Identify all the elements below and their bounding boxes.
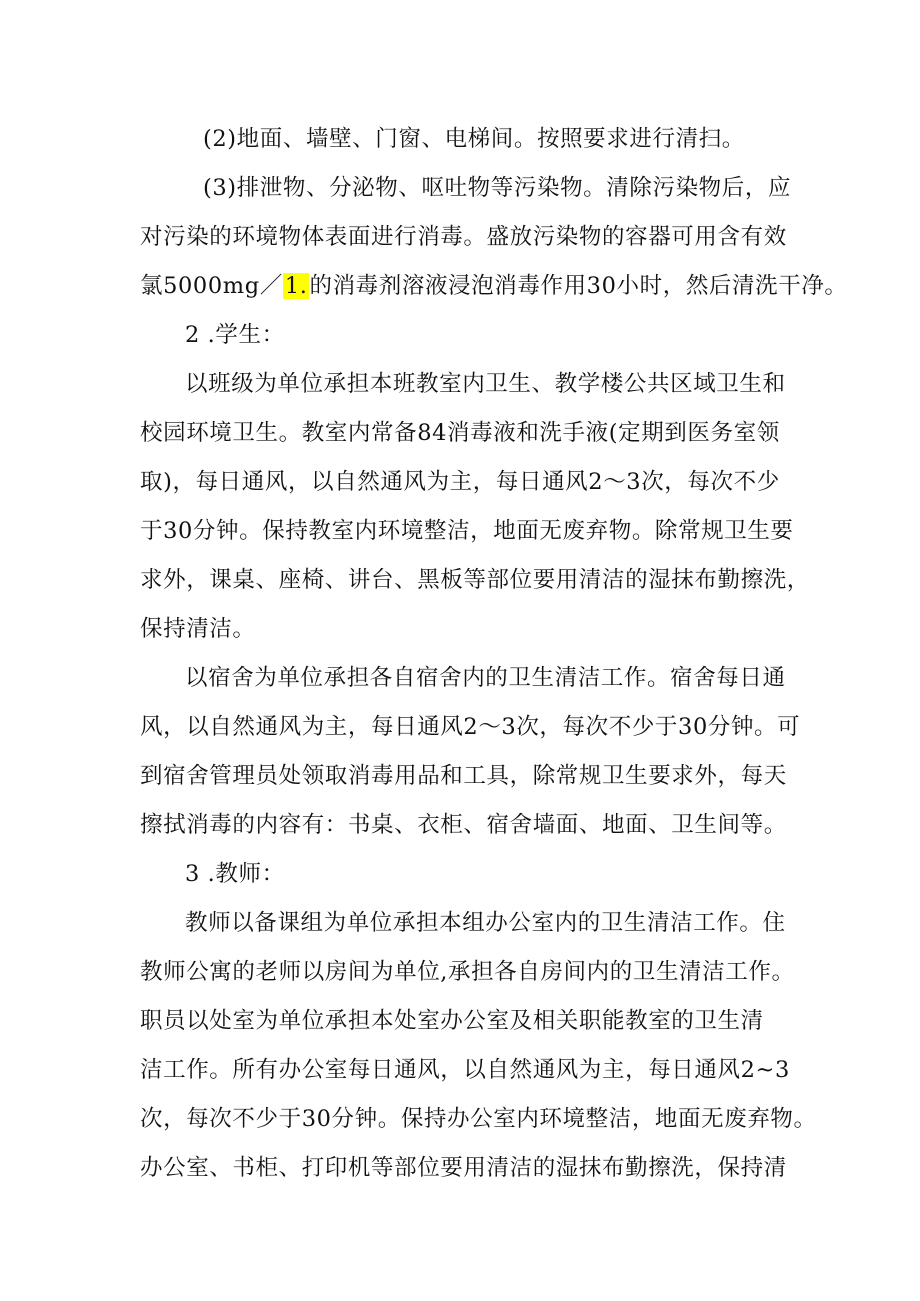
paragraph-line: (2)地面、墙壁、门窗、电梯间。按照要求进行清扫。 <box>203 126 745 152</box>
section-heading: 3 .教师： <box>185 861 285 887</box>
paragraph-line: 洁工作。所有办公室每日通风，以自然通风为主，每日通风2~3 <box>140 1057 790 1083</box>
paragraph-line: 教师公寓的老师以房间为单位,承担各自房间内的卫生清洁工作。 <box>140 959 795 985</box>
text-segment: 氯5000mg／ <box>140 273 283 299</box>
paragraph-line: 教师以备课组为单位承担本组办公室内的卫生清洁工作。住 <box>185 910 786 936</box>
paragraph-line: 职员以处室为单位承担本处室办公室及相关职能教室的卫生清 <box>140 1008 764 1034</box>
paragraph-line: 校园环境卫生。教室内常备84消毒液和洗手液(定期到医务室领 <box>140 420 780 446</box>
section-heading: 2 .学生： <box>185 322 285 348</box>
paragraph-line: 以班级为单位承担本班教室内卫生、教学楼公共区域卫生和 <box>185 371 786 397</box>
paragraph-line <box>140 269 848 303</box>
text-segment: 的消毒剂溶液浸泡消毒作用30小时，然后清洗干净。 <box>309 273 848 299</box>
paragraph-line: 以宿舍为单位承担各自宿舍内的卫生清洁工作。宿舍每日通 <box>185 665 786 691</box>
paragraph-line: 次，每次不少于30分钟。保持办公室内环境整洁，地面无废弃物。 <box>140 1106 817 1132</box>
paragraph-line: 求外，课桌、座椅、讲台、黑板等部位要用清洁的湿抹布勤擦洗， <box>140 567 810 593</box>
paragraph-line: 保持清洁。 <box>140 616 256 642</box>
paragraph-line: 到宿舍管理员处领取消毒用品和工具，除常规卫生要求外，每天 <box>140 763 787 789</box>
paragraph-line: 取)，每日通风，以自然通风为主，每日通风2～3次，每次不少 <box>140 469 780 495</box>
paragraph-line: 办公室、书柜、打印机等部位要用清洁的湿抹布勤擦洗，保持清 <box>140 1155 787 1181</box>
paragraph-line: 擦拭消毒的内容有：书桌、衣柜、宿舍墙面、地面、卫生间等。 <box>140 812 787 838</box>
paragraph-line: 对污染的环境物体表面进行消毒。盛放污染物的容器可用含有效 <box>140 224 787 250</box>
paragraph-line: 于30分钟。保持教室内环境整洁，地面无废弃物。除常规卫生要 <box>140 518 794 544</box>
highlighted-text: 1. <box>284 273 308 299</box>
paragraph-line: 风，以自然通风为主，每日通风2～3次，每次不少于30分钟。可 <box>140 714 801 740</box>
paragraph-line: (3)排泄物、分泌物、呕吐物等污染物。清除污染物后，应 <box>203 175 792 201</box>
